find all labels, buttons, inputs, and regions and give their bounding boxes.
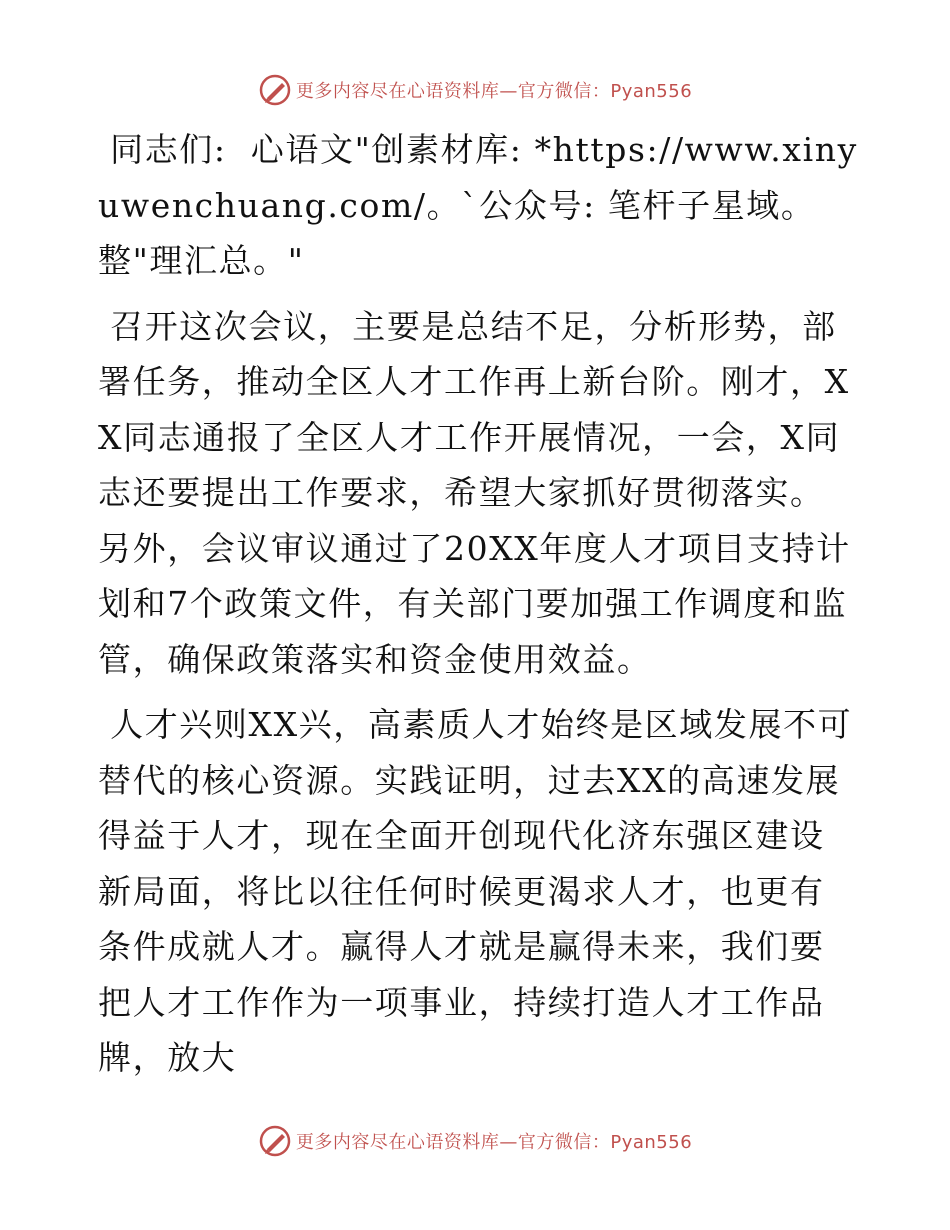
footer-brand-text: 更多内容尽在心语资料库 [295,1132,500,1153]
header-banner [0,70,950,110]
footer-banner-text [296,1128,692,1154]
footer-wechat-label: 官方微信： [517,1132,611,1153]
intro-paragraph: 同志们: 心语文"创素材库: *https://www.xinyuwenchuang.com/。`公众号: 笔杆子星域。整"理汇总。" [98,130,858,280]
header-banner-text [296,77,692,103]
header-brand-text: 更多内容尽在心语资料库 [295,81,500,102]
header-wechat-label: 官方微信： [517,81,611,102]
header-wechat-id: Pyan556 [610,81,693,102]
footer-banner [0,1121,950,1161]
header-dash: — [499,81,518,102]
footer-dash: — [499,1132,518,1153]
document-body [98,122,858,1086]
paragraph-2: 人才兴则XX兴，高素质人才始终是区域发展不可替代的核心资源。实践证明，过去XX的高速发展得益于人才，现在全面开创现代化济东强区建设新局面，将比以往任何时候更渴求人才，也更有条件成就人才。赢得人才就是赢得未来，我们要把人才工作作为一项事业，持续打造人才工作品牌，放大 [98,705,853,1077]
paragraph-1: 召开这次会议，主要是总结不足，分析形势，部署任务，推动全区人才工作再上新台阶。刚才，XX同志通报了全区人才工作开展情况，一会，X同志还要提出工作要求，希望大家抓好贯彻落实。另外，会议审议通过了20XX年度人才项目支持计划和7个政策文件，有关部门要加强工作调度和监管，确保政策落实和资金使用效益。 [98,306,851,679]
pen-logo-icon [258,73,292,107]
pen-logo-icon [258,1124,292,1158]
footer-wechat-id: Pyan556 [610,1132,693,1153]
